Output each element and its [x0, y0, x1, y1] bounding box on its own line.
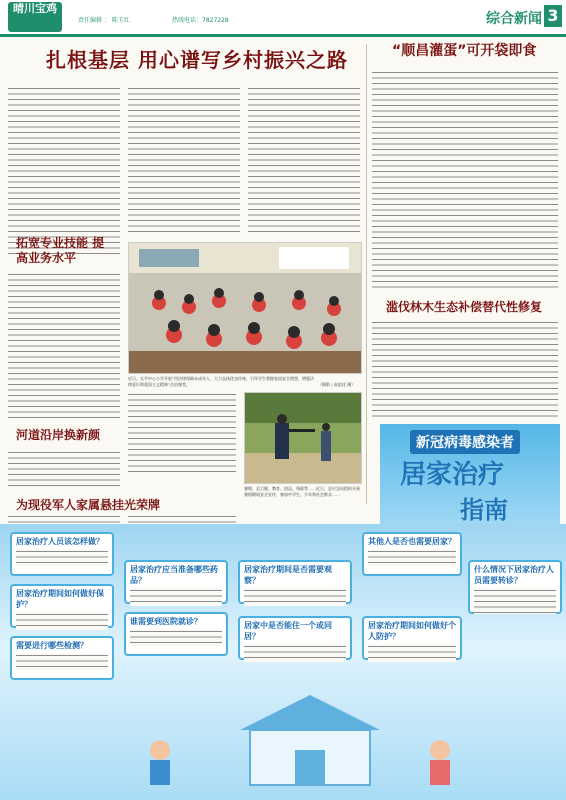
lead-headline: 扎根基层 用心谱写乡村振兴之路: [46, 48, 348, 72]
hotline-info: 热线电话：7827228: [172, 17, 229, 24]
ad-question-2-text: 居家治疗应当准备哪些药品？: [130, 564, 222, 586]
article-text-honor-2: [128, 514, 236, 524]
ad-question-2: [124, 560, 228, 604]
lead-text-col-3: [248, 86, 360, 236]
ad-answer-8: [368, 549, 456, 567]
ad-illustration: [10, 690, 556, 790]
ad-question-1-text: 居家治疗人员该怎样做？: [16, 536, 108, 547]
article-text-skills: [8, 272, 120, 418]
ad-question-5: [10, 636, 114, 680]
ad-answer-2: [130, 588, 222, 606]
ad-answer-7: [244, 644, 346, 662]
ad-answer-1: [16, 549, 108, 567]
ad-question-10: [468, 560, 562, 614]
ad-question-7-text: 居家中是否能住一个或同居？: [244, 620, 346, 642]
editor-info: 责任编辑 ： 陈玉红: [78, 17, 130, 24]
ad-answer-9: [368, 644, 456, 662]
ad-question-6: [238, 560, 352, 604]
ad-big-title-2: 指南: [460, 496, 508, 524]
ad-question-6-text: 居家治疗期间是否需要观察？: [244, 564, 346, 586]
article-text-river: [8, 450, 120, 490]
ad-question-8: [362, 532, 462, 576]
ad-answer-4: [130, 629, 222, 647]
ad-answer-10: [474, 588, 556, 614]
article-headline-river: 河道沿岸换新颜: [16, 428, 101, 442]
ad-answer-6: [244, 588, 346, 606]
article-text-river-col-2: [128, 392, 236, 472]
ad-header-tag: 新冠病毒感染者: [410, 430, 520, 454]
classroom-credit: （摄影 / 高思佳 摄）: [318, 382, 356, 387]
ad-question-4-text: 谁需要到医院就诊？: [130, 616, 222, 627]
ad-question-9: [362, 616, 462, 660]
ad-question-7: [238, 616, 352, 660]
ad-question-3: [10, 584, 114, 628]
article-text-egg: [372, 70, 558, 290]
ad-answer-5: [16, 653, 108, 671]
newspaper-logo: 晴川宝鸡: [8, 2, 62, 32]
article-headline-forest: 滥伐林木生态补偿替代性修复: [386, 300, 543, 314]
section-title: 综合新闻: [486, 11, 542, 27]
column-divider: [366, 44, 367, 504]
ad-question-10-text: 什么情况下居家治疗人员需要转诊？: [474, 565, 554, 585]
ad-question-9-text: 居家治疗期间如何做好个人防护？: [368, 621, 456, 641]
article-headline-egg: “顺昌灌蛋”可开袋即食: [392, 43, 537, 59]
shooting-scene: [245, 393, 361, 483]
shooting-photo: [244, 392, 362, 484]
article-headline-honor: 为现役军人家属悬挂光荣牌: [16, 498, 161, 512]
ad-question-8-text: 其他人是否也需要居家？: [368, 537, 456, 546]
shooting-caption: 暑期，县卫健、教育、团县、残联等……近日，县应急局组织开展暑假期间安全宣传，参加中学生、少年和社会群众……: [244, 486, 360, 497]
ad-big-title-1: 居家治疗: [400, 460, 505, 490]
classroom-scene: [129, 243, 361, 373]
classroom-caption: 近日，太平中心小学开展“用法律保障未成年人，大力弘扬优良传统，引导学生掌握家国安全理想，增强法律意识和爱国主义精神”法治课堂。: [128, 376, 315, 387]
classroom-photo: [128, 242, 362, 374]
lead-text-col-2: [128, 86, 240, 236]
ad-question-4: [124, 612, 228, 656]
page-number: 3: [544, 5, 562, 27]
ad-answer-3: [16, 612, 108, 630]
ad-question-5-text: 需要进行哪些检测？: [16, 640, 108, 651]
article-text-forest: [372, 320, 558, 420]
lead-text-col-1: [8, 86, 120, 256]
ad-question-3-text: 居家治疗期间如何做好保护？: [16, 588, 108, 610]
article-text-honor: [8, 514, 120, 524]
house-illustration: [10, 690, 556, 790]
ad-question-1: [10, 532, 114, 576]
article-headline-skills: 拓宽专业技能 提高业务水平: [16, 236, 105, 265]
